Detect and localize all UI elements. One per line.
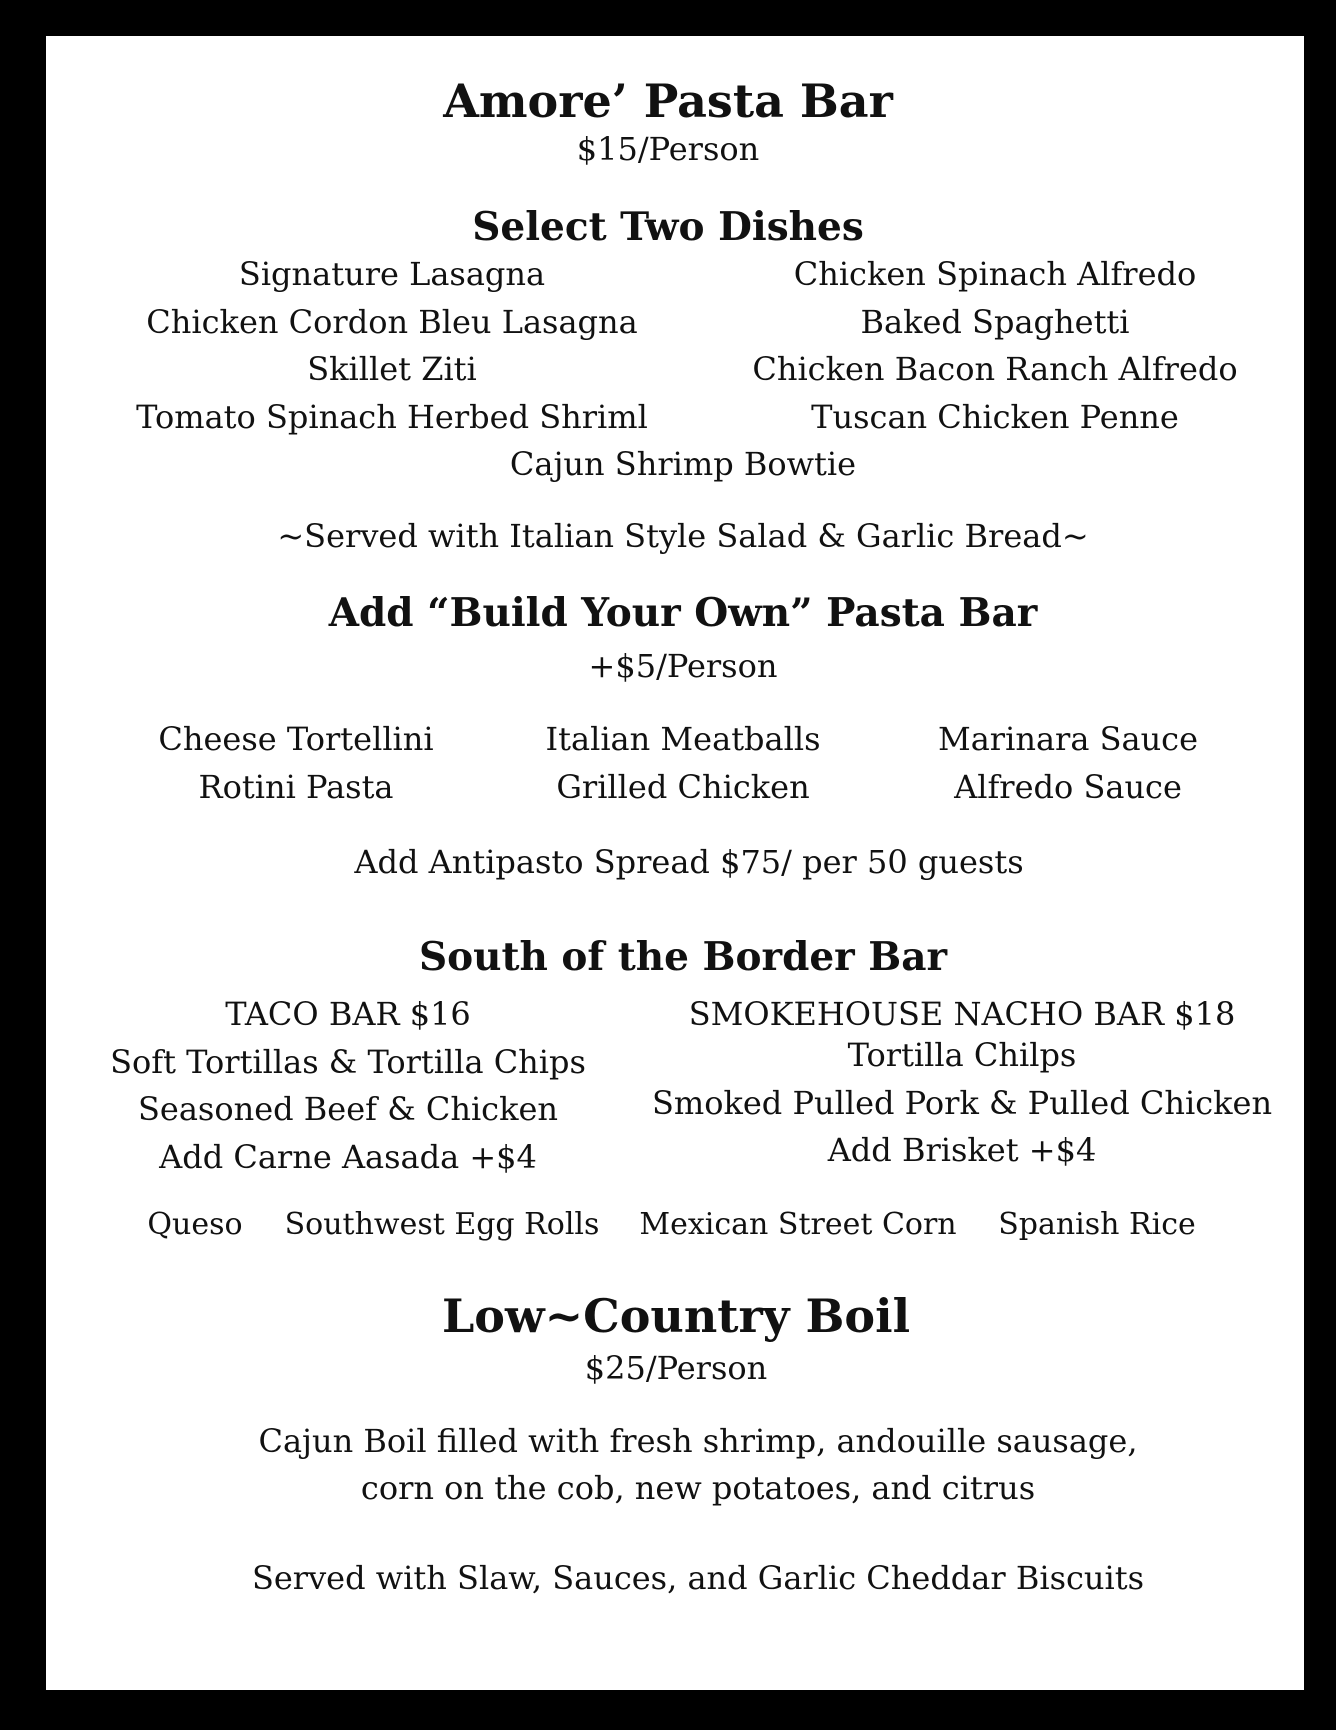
nacho-line: Tortilla Chilps [847, 1036, 1077, 1074]
pasta-item: Chicken Bacon Ranch Alfredo [752, 350, 1238, 388]
pasta-item: Baked Spaghetti [860, 303, 1130, 341]
byo-item: Marinara Sauce [937, 720, 1199, 758]
boil-title: Low~Country Boil [441, 1289, 911, 1343]
byo-price: +$5/Person [588, 647, 778, 685]
boil-description-line: corn on the cob, new potatoes, and citrus [360, 1469, 1036, 1507]
pasta-item: Chicken Spinach Alfredo [793, 255, 1197, 293]
byo-item: Italian Meatballs [545, 720, 821, 758]
pasta-price: $15/Person [576, 130, 760, 168]
pasta-item: Chicken Cordon Bleu Lasagna [146, 303, 638, 341]
border-side: Queso [147, 1207, 243, 1242]
pasta-title: Amore’ Pasta Bar [443, 74, 893, 128]
nacho-line: Smoked Pulled Pork & Pulled Chicken [651, 1084, 1273, 1122]
border-title: South of the Border Bar [418, 934, 948, 980]
border-side: Spanish Rice [998, 1207, 1196, 1242]
byo-item: Alfredo Sauce [954, 768, 1182, 806]
boil-description-line: Cajun Boil filled with fresh shrimp, andouille sausage, [258, 1422, 1138, 1460]
antipasto-addon: Add Antipasto Spread $75/ per 50 guests [354, 843, 1024, 881]
pasta-item: Tuscan Chicken Penne [811, 398, 1179, 436]
taco-line: Soft Tortillas & Tortilla Chips [110, 1043, 586, 1081]
boil-served-note: Served with Slaw, Sauces, and Garlic Cheddar Biscuits [251, 1559, 1145, 1597]
nacho-line: SMOKEHOUSE NACHO BAR $18 [688, 995, 1236, 1033]
menu-page [46, 36, 1304, 1690]
pasta-served-note: ~Served with Italian Style Salad & Garlic Bread~ [277, 517, 1089, 555]
boil-price: $25/Person [584, 1349, 768, 1387]
pasta-item: Skillet Ziti [307, 350, 477, 388]
pasta-item: Signature Lasagna [238, 255, 546, 293]
border-side: Mexican Street Corn [639, 1207, 957, 1242]
taco-line: Seasoned Beef & Chicken [137, 1090, 559, 1128]
byo-title: Add “Build Your Own” Pasta Bar [328, 590, 1038, 636]
byo-item: Cheese Tortellini [158, 720, 434, 758]
taco-line: TACO BAR $16 [225, 995, 471, 1033]
pasta-item: Cajun Shrimp Bowtie [509, 445, 857, 483]
nacho-line: Add Brisket +$4 [827, 1131, 1097, 1169]
select-heading: Select Two Dishes [472, 204, 864, 250]
taco-line: Add Carne Aasada +$4 [159, 1138, 537, 1176]
byo-item: Rotini Pasta [198, 768, 394, 806]
byo-item: Grilled Chicken [556, 768, 810, 806]
border-side: Southwest Egg Rolls [284, 1207, 600, 1242]
pasta-item: Tomato Spinach Herbed Shriml [136, 398, 648, 436]
